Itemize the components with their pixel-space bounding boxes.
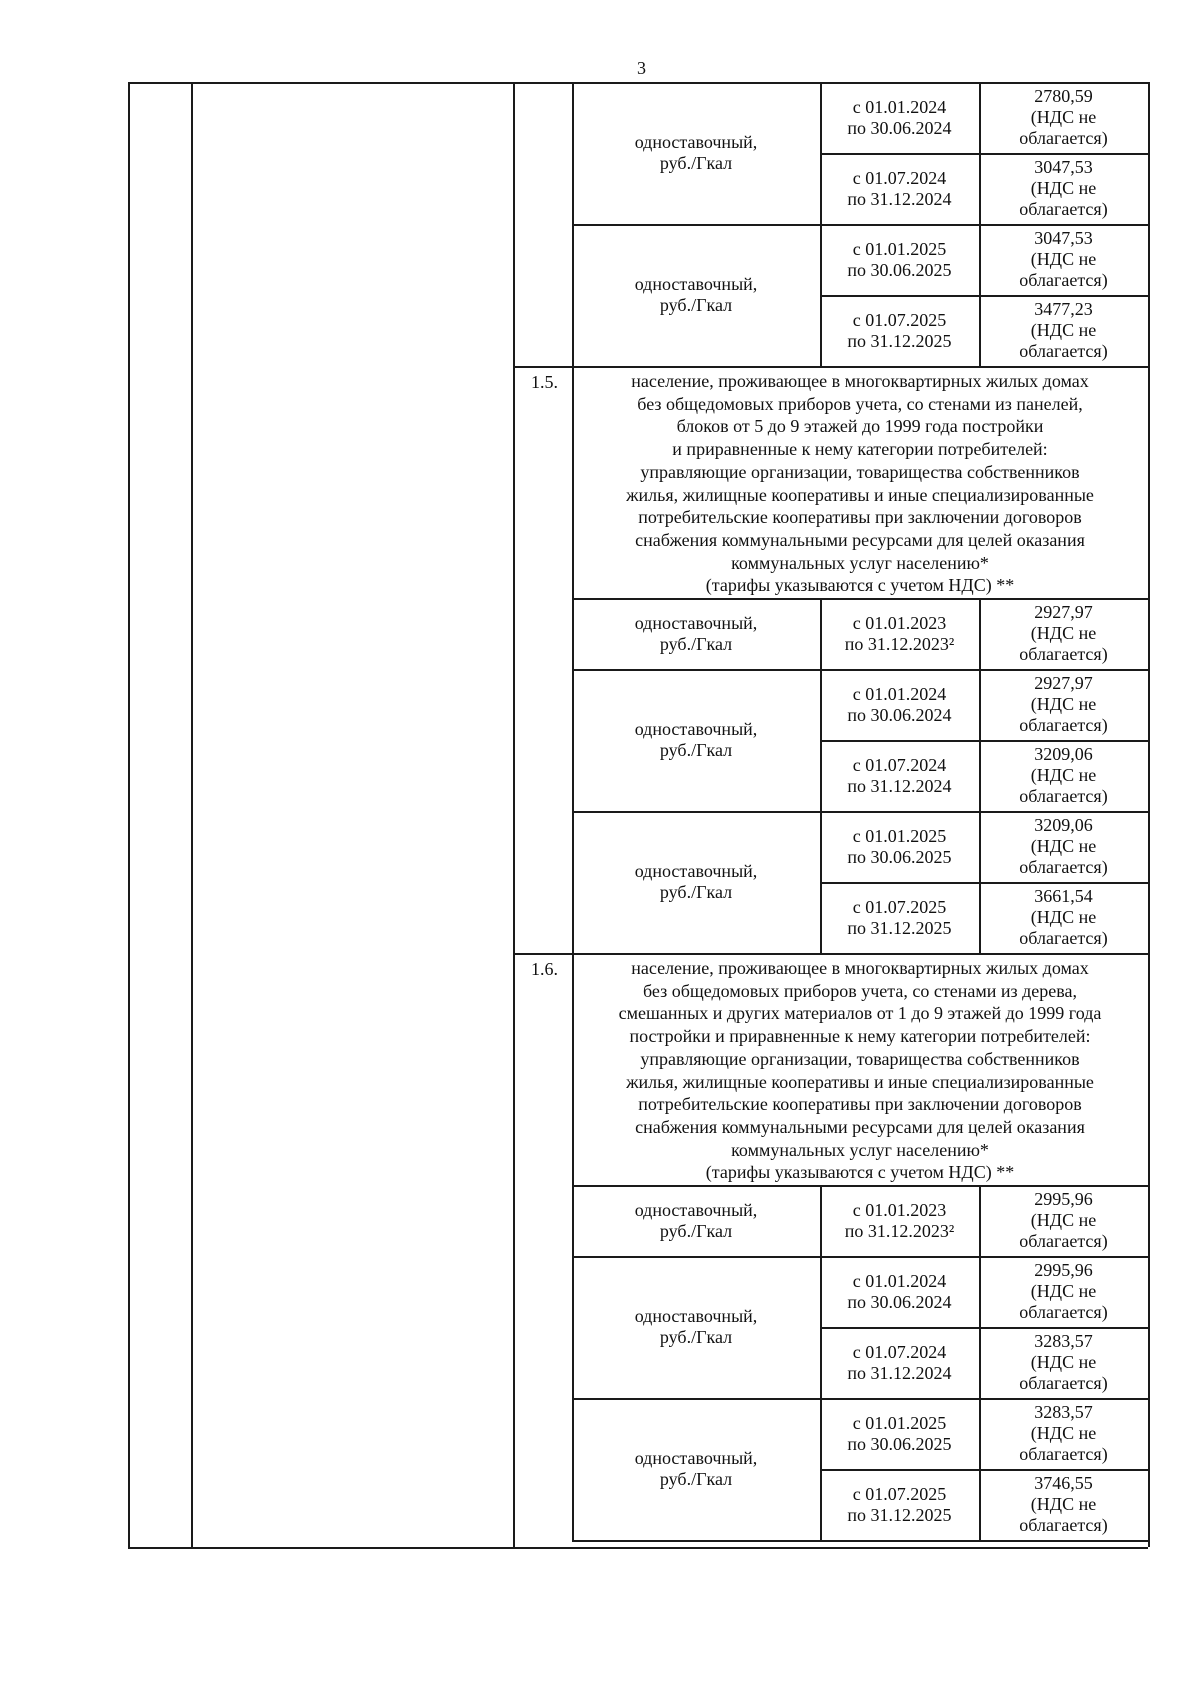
top-period-cell: с 01.07.2024 по 31.12.2024 [847,167,952,209]
section-1-6-value-cell: 3283,57 (НДС не облагается) [1019,1402,1108,1464]
top-period-cell: с 01.07.2025 по 31.12.2025 [847,309,952,351]
section-1-6-value-cell: 2995,96 (НДС не облагается) [1019,1189,1108,1251]
section-1-5-value-cell: 3209,06 (НДС не облагается) [1019,815,1108,877]
table-rule [128,1547,1148,1549]
top-period-cell: с 01.01.2024 по 30.06.2024 [847,96,952,138]
section-1-5-period-cell: с 01.07.2024 по 31.12.2024 [847,754,952,796]
table-rule [128,82,130,1547]
top-value-cell: 2780,59 (НДС не облагается) [1019,86,1108,148]
table-rule [1148,82,1150,1547]
table-rule [513,953,1148,955]
section-1-5-rate-cell: одноставочный, руб./Гкал [634,861,758,902]
section-1-6-description: население, проживающее в многоквартирных жилых домах без общедомовых приборов учета, со стенами из дерева, смешанных и других материалов от 1 до 9 этажей до 1999 года постройки и приравненные к нему категории потребителей: управляющие организации, товарищества собственников жилья, жилищные кооперативы и иные специализированные потребительские кооперативы при заключении договоров снабжения коммунальными ресурсами для целей оказания коммунальных услуг населению* (тарифы указываются с учетом НДС) ** [618,958,1102,1183]
top-value-cell: 3047,53 (НДС не облагается) [1019,157,1108,219]
section-1-6-rate-cell: одноставочный, руб./Гкал [634,1199,758,1241]
section-1-5-rate-cell: одноставочный, руб./Гкал [634,612,758,654]
section-1-6-rate-cell: одноставочный, руб./Гкал [634,1448,758,1489]
top-rate-cell: одноставочный, руб./Гкал [634,132,758,173]
section-1-5-value-cell: 2927,97 (НДС не облагается) [1019,602,1108,664]
section-1-5-value-cell: 3661,54 (НДС не облагается) [1019,886,1108,948]
table-rule [513,82,515,1547]
section-1-6-period-cell: с 01.01.2023 по 31.12.2023² [844,1199,955,1241]
top-value-cell: 3477,23 (НДС не облагается) [1019,299,1108,361]
section-1-6-period-cell: с 01.07.2024 по 31.12.2024 [847,1341,952,1383]
table-rule [513,366,1148,368]
section-1-6-number: 1.6. [531,959,558,979]
section-1-6-value-cell: 2995,96 (НДС не облагается) [1019,1260,1108,1322]
top-period-cell: с 01.01.2025 по 30.06.2025 [847,238,952,280]
section-1-6-period-cell: с 01.01.2024 по 30.06.2024 [847,1270,952,1312]
section-1-5-value-cell: 2927,97 (НДС не облагается) [1019,673,1108,735]
table-rule [572,1540,1148,1542]
section-1-5-number: 1.5. [531,372,558,392]
section-1-5-value-cell: 3209,06 (НДС не облагается) [1019,744,1108,806]
top-value-cell: 3047,53 (НДС не облагается) [1019,228,1108,290]
top-rate-cell: одноставочный, руб./Гкал [634,274,758,315]
section-1-5-period-cell: с 01.01.2024 по 30.06.2024 [847,683,952,725]
section-1-6-rate-cell: одноставочный, руб./Гкал [634,1306,758,1347]
section-1-6-value-cell: 3746,55 (НДС не облагается) [1019,1473,1108,1535]
section-1-6-period-cell: с 01.01.2025 по 30.06.2025 [847,1412,952,1454]
table-rule [191,82,193,1547]
section-1-5-rate-cell: одноставочный, руб./Гкал [634,719,758,760]
section-1-6-value-cell: 3283,57 (НДС не облагается) [1019,1331,1108,1393]
section-1-5-period-cell: с 01.01.2023 по 31.12.2023² [844,612,955,654]
section-1-5-description: население, проживающее в многоквартирных жилых домах без общедомовых приборов учета, со стенами из панелей, блоков от 5 до 9 этажей до 1999 года постройки и приравненные к нему категории потребителей: управляющие организации, товарищества собственников жилья, жилищные кооперативы и иные специализированные потребительские кооперативы при заключении договоров снабжения коммунальными ресурсами для целей оказания коммунальных услуг населению* (тарифы указываются с учетом НДС) ** [626,371,1094,596]
section-1-6-period-cell: с 01.07.2025 по 31.12.2025 [847,1483,952,1525]
section-1-5-period-cell: с 01.01.2025 по 30.06.2025 [847,825,952,867]
section-1-5-period-cell: с 01.07.2025 по 31.12.2025 [847,896,952,938]
